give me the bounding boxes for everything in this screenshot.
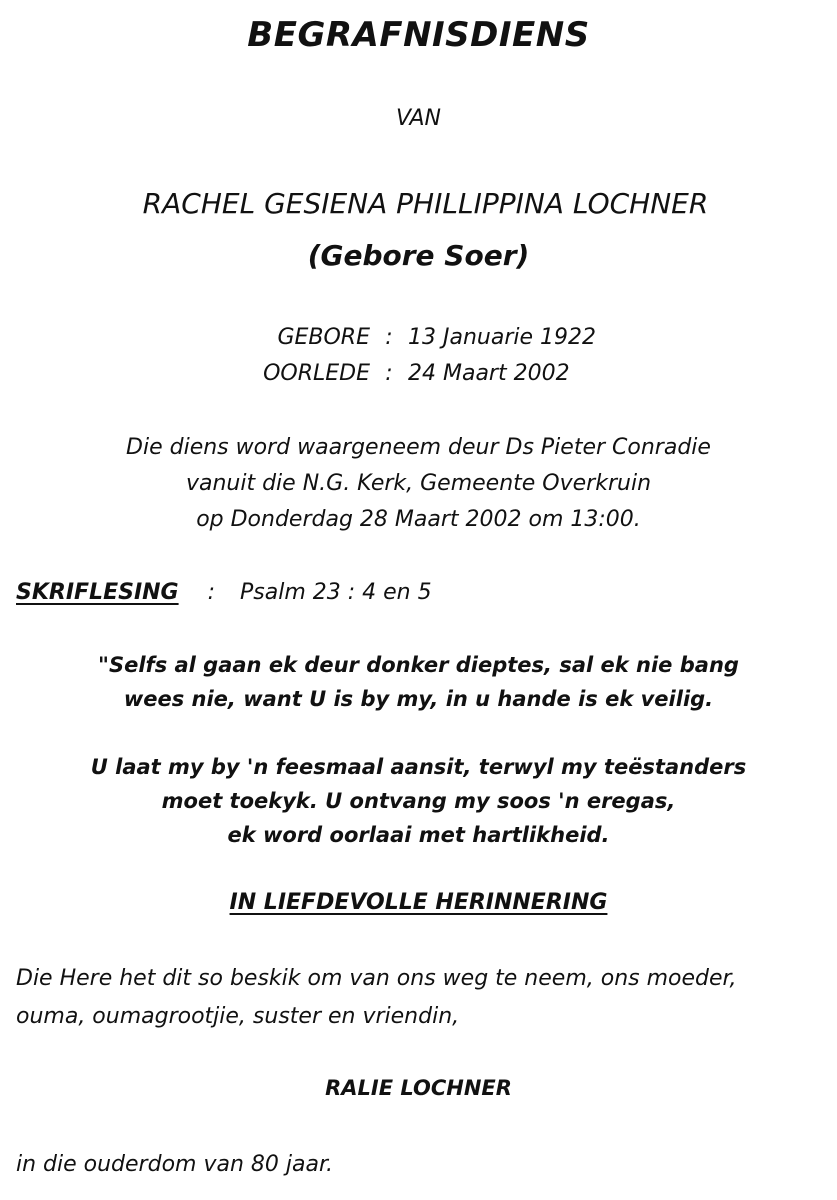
- verse-line: "Selfs al gaan ek deur donker dieptes, sal ek nie bang: [98, 653, 739, 677]
- death-date-row: [240, 356, 596, 392]
- scripture-separator: :: [207, 580, 216, 605]
- memorial-line: ouma, oumagrootjie, suster en vriendin,: [16, 1004, 460, 1029]
- verse-line: moet toekyk. U ontvang my soos 'n eregas,: [161, 789, 676, 813]
- memorial-heading-text: IN LIEFDEVOLLE HERINNERING: [229, 890, 608, 915]
- birth-separator: :: [385, 325, 393, 350]
- death-label: OORLEDE: [263, 361, 370, 386]
- death-date: 24 Maart 2002: [408, 361, 570, 386]
- birth-date: 13 Januarie 1922: [408, 325, 596, 350]
- verse-paragraph-2: [0, 750, 837, 852]
- death-separator: :: [385, 361, 393, 386]
- van-label: VAN: [395, 106, 442, 131]
- memorial-text: [16, 960, 737, 1036]
- age-text: in die ouderdom van 80 jaar.: [16, 1152, 333, 1177]
- verse-line: ek word oorlaai met hartlikheid.: [227, 823, 610, 847]
- verse-paragraph-1: [0, 648, 837, 716]
- maiden-name: (Gebore Soer): [307, 239, 530, 272]
- memorial-line: Die Here het dit so beskik om van ons weg te neem, ons moeder,: [16, 966, 737, 991]
- nickname: RALIE LOCHNER: [325, 1076, 512, 1100]
- scripture-reference: Psalm 23 : 4 en 5: [240, 580, 432, 605]
- scripture-reading: [16, 580, 432, 605]
- document-title: BEGRAFNISDIENS: [247, 15, 590, 55]
- service-line-minister: Die diens word waargeneem deur Ds Pieter Conradie: [126, 435, 711, 460]
- service-line-datetime: op Donderdag 28 Maart 2002 om 13:00.: [196, 507, 641, 532]
- scripture-heading: SKRIFLESING: [16, 580, 179, 605]
- service-details: [0, 430, 837, 538]
- birth-date-row: [240, 320, 596, 356]
- memorial-heading: [0, 892, 837, 914]
- verse-line: U laat my by 'n feesmaal aansit, terwyl my teëstanders: [90, 755, 747, 779]
- birth-label: GEBORE: [277, 325, 370, 350]
- dates-block: [240, 320, 596, 392]
- deceased-name: RACHEL GESIENA PHILLIPPINA LOCHNER: [142, 187, 709, 220]
- verse-line: wees nie, want U is by my, in u hande is ek veilig.: [123, 687, 714, 711]
- service-line-church: vanuit die N.G. Kerk, Gemeente Overkruin: [185, 471, 652, 496]
